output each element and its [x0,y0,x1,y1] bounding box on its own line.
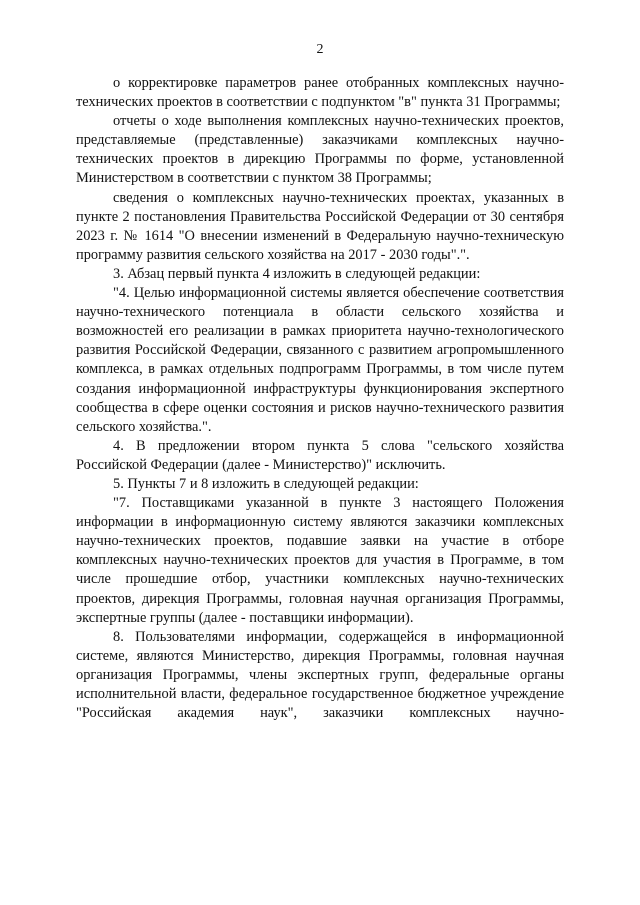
paragraph-item-8-text: 8. Пользователями информации, содержащейся в информационной системе, являются Министерство, дирекция Программы, головная научная организация Программы, члены экспертных групп, федеральные органы исполнительной власти, федеральное государственное бюджетное учреждение "Российская академия наук", заказчики комплексных научно- [76,628,564,722]
paragraph-item-7-text: "7. Поставщиками указанной в пункте 3 настоящего Положения информации в информационную систему являются заказчики комплексных научно-технических проектов, подавшие заявки на участие в отборе комплексных научно-технических проектов для участия в Программе, в том числе прошедшие отбор, участники комплексных научно-технических проектов, дирекция Программы, головная научная организация Программы, экспертные группы (далее - поставщики информации). [76,495,564,626]
paragraph-project-information: сведения о комплексных научно-технических проектах, указанных в пункте 2 постановления Правительства Российской Федерации от 30 сентября 2023 г. № 1614 "О внесении изменений в Федеральную научно-техническую программу развития сельского хозяйства на 2017 - 2030 годы".". [76,189,564,263]
paragraph-progress-reports: отчеты о ходе выполнения комплексных научно-технических проектов, представляемые (представленные) заказчиками комплексных научно-технических проектов в дирекцию Программы по форме, установленной Министерством в соответствии с пунктом 38 Программы; [76,113,564,187]
page-number: 2 [316,42,324,57]
paragraph-item-3-heading: 3. Абзац первый пункта 4 изложить в следующей редакции: [113,265,481,282]
paragraph-item-5-heading: 5. Пункты 7 и 8 изложить в следующей редакции: [113,475,419,492]
paragraph-correction-parameters: о корректировке параметров ранее отобранных комплексных научно-технических проектов в соответствии с подпунктом "в" пункта 31 Программы; [76,75,564,111]
document-body [76,74,564,723]
paragraph-item-4-text: "4. Целью информационной системы является обеспечение соответствия научно-технического потенциала в области сельского хозяйства и возможностей его реализации в рамках приоритета научно-технологического развития Российской Федерации, связанного с развитием агропромышленного комплекса, в рамках отдельных подпрограмм Программы, в том числе путем создания информационной инфраструктуры функционирования экспертного сообщества в сфере оценки состояния и рисков научно-технического развития сельского хозяйства.". [76,285,564,435]
paragraph-item-4-exclusion: 4. В предложении втором пункта 5 слова "сельского хозяйства Российской Федерации (далее - Министерство)" исключить. [76,437,564,473]
